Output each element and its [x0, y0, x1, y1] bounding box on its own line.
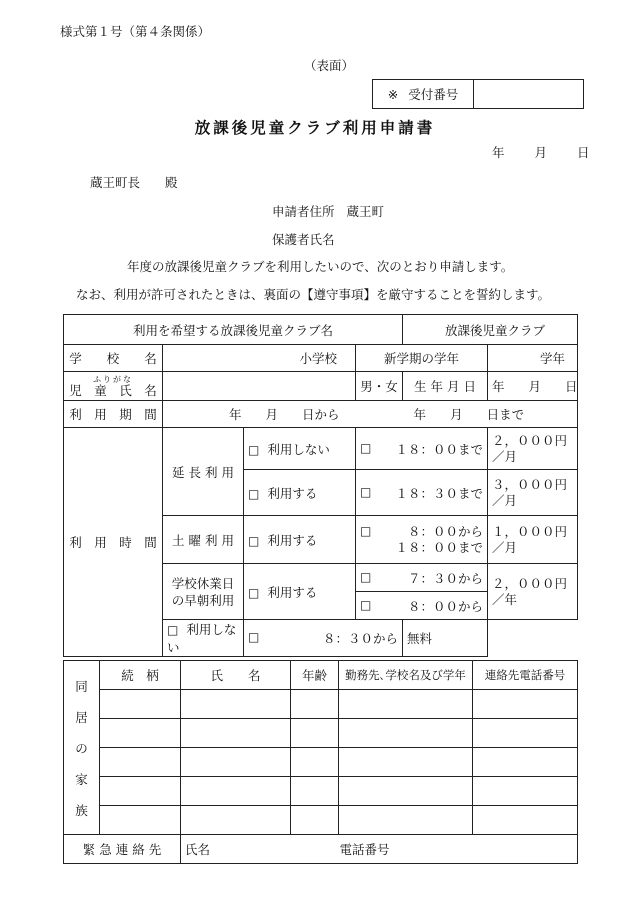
emergency-phone-label: 電話番号 [339, 842, 390, 857]
early-no-option[interactable] [163, 620, 244, 657]
emergency-contact-table [63, 834, 578, 864]
application-table [63, 314, 578, 657]
family-workplace-field[interactable] [339, 748, 473, 777]
family-workplace-field[interactable] [339, 719, 473, 748]
birthdate-label: 生 年 月 日 [403, 372, 488, 401]
family-name-field[interactable] [181, 806, 291, 835]
date-month-label: 月 [534, 145, 548, 160]
family-age-field[interactable] [291, 748, 339, 777]
period-from-year: 年 [229, 407, 242, 422]
checkbox-icon[interactable]: □ [248, 442, 260, 457]
family-label-char: 同 [75, 678, 88, 694]
family-name-field[interactable] [181, 748, 291, 777]
family-phone-field[interactable] [473, 777, 578, 806]
birth-day-label: 日 [565, 379, 578, 394]
table-row [64, 806, 578, 835]
period-from-month: 月 [265, 407, 279, 422]
family-relation-field[interactable] [100, 690, 181, 719]
emergency-phone-field[interactable] [339, 835, 578, 864]
side-label: （表面） [304, 58, 355, 73]
date-year-label: 年 [492, 145, 505, 160]
family-age-field[interactable] [291, 777, 339, 806]
family-header-workplace: 勤務先､学校名及び学年 [339, 661, 473, 690]
option-label: 利用しない [267, 441, 330, 457]
family-header-age: 年齢 [291, 661, 339, 690]
usage-time-label: 利 用 時 間 [64, 428, 163, 657]
emergency-name-label: 氏名 [185, 842, 211, 857]
period-to-month: 月 [450, 407, 463, 422]
checkbox-icon[interactable]: □ [360, 597, 372, 612]
checkbox-icon[interactable]: □ [248, 585, 260, 600]
checkbox-icon[interactable]: □ [360, 440, 372, 455]
extended-fee-1800 [488, 428, 578, 470]
guardian-name[interactable]: 保護者氏名 [272, 232, 335, 247]
family-label [64, 661, 100, 835]
early-time-0830[interactable] [244, 620, 403, 657]
saturday-yes-option[interactable] [244, 516, 356, 564]
child-name-label [64, 372, 163, 401]
fee-amount: １，０００円 [492, 523, 568, 539]
grade-suffix: 学年 [540, 351, 566, 366]
table-row [64, 748, 578, 777]
grade-field[interactable] [488, 345, 578, 372]
emergency-contact-label: 緊 急 連 絡 先 [64, 835, 181, 864]
extended-yes-option[interactable] [244, 470, 356, 516]
table-row [64, 690, 578, 719]
saturday-time-to: １８：００まで [395, 539, 484, 555]
early-time-0800[interactable] [356, 592, 488, 620]
option-label: 利用する [267, 485, 318, 501]
family-header-phone: 連絡先電話番号 [473, 661, 578, 690]
intro-line-2: なお、利用が許可されたときは、裏面の【遵守事項】を厳守することを誓約します。 [76, 287, 551, 302]
family-workplace-field[interactable] [339, 690, 473, 719]
school-name-label: 学 校 名 [64, 345, 163, 372]
early-no-fee: 無料 [403, 620, 488, 657]
birthdate-field[interactable] [488, 372, 578, 401]
form-code: 様式第１号（第４条関係） [60, 24, 211, 39]
saturday-fee [488, 516, 578, 564]
checkbox-icon[interactable]: □ [248, 486, 260, 501]
early-use-label [163, 564, 244, 620]
birth-year-label: 年 [492, 379, 505, 394]
family-label-char: 家 [75, 771, 88, 787]
club-name-field[interactable] [403, 315, 578, 345]
receipt-number-box [372, 79, 584, 109]
checkbox-icon[interactable]: □ [248, 630, 260, 644]
intro-line-1: 年度の放課後児童クラブを利用したいので、次のとおり申請します。 [127, 259, 514, 274]
family-label-char: の [75, 740, 88, 756]
club-name-label: 利用を希望する放課後児童クラブ名 [64, 315, 403, 345]
fee-unit: ／月 [492, 448, 518, 464]
receipt-number-label: 受付番号 [408, 87, 459, 102]
grade-label: 新学期の学年 [356, 345, 488, 372]
early-use-label-line1: 学校休業日 [171, 575, 235, 591]
saturday-use-label: 土 曜 利 用 [163, 516, 244, 564]
receipt-number-field[interactable] [474, 80, 583, 108]
family-age-field[interactable] [291, 719, 339, 748]
family-label-char: 居 [75, 709, 88, 725]
furigana-label: ふりがな [93, 374, 133, 384]
family-name-field[interactable] [181, 777, 291, 806]
time-label: １８：３０まで [395, 485, 484, 501]
club-name-suffix: 放課後児童クラブ [445, 322, 546, 338]
family-table [63, 660, 578, 835]
application-date[interactable] [492, 143, 590, 161]
fee-amount: ３，０００円 [492, 476, 568, 492]
sex-selector[interactable]: 男・女 [356, 372, 403, 401]
date-day-label: 日 [577, 145, 590, 160]
checkbox-icon[interactable]: □ [167, 623, 179, 637]
family-phone-field[interactable] [473, 690, 578, 719]
family-workplace-field[interactable] [339, 777, 473, 806]
receipt-mark: ※ [387, 86, 399, 102]
early-yes-option[interactable] [244, 564, 356, 620]
fee-unit: ／月 [492, 492, 518, 508]
option-label: 利用する [267, 532, 318, 548]
saturday-time[interactable] [356, 516, 488, 564]
checkbox-icon[interactable]: □ [360, 569, 372, 584]
period-label: 利 用 期 間 [64, 401, 163, 428]
fee-unit: ／年 [492, 591, 518, 607]
checkbox-icon[interactable]: □ [360, 484, 372, 499]
table-row [64, 777, 578, 806]
period-to-year: 年 [413, 407, 427, 422]
early-fee [488, 564, 578, 620]
extended-fee-1830 [488, 470, 578, 516]
fee-amount: ２，０００円 [492, 575, 568, 591]
extended-no-option[interactable] [244, 428, 356, 470]
period-from-suffix: 日から [302, 407, 340, 422]
family-relation-field[interactable] [100, 719, 181, 748]
family-name-field[interactable] [181, 719, 291, 748]
family-name-field[interactable] [181, 690, 291, 719]
addressee: 蔵王町長 殿 [90, 175, 178, 190]
child-name-field[interactable] [163, 372, 356, 401]
extended-use-label: 延 長 利 用 [163, 428, 244, 516]
time-label: ８：００から [408, 598, 484, 614]
child-name-label-text: 児 童 氏 名 [69, 382, 157, 398]
family-label-char: 族 [75, 802, 88, 818]
family-relation-field[interactable] [100, 748, 181, 777]
school-name-field[interactable] [163, 345, 356, 372]
school-suffix: 小学校 [299, 351, 337, 366]
extended-time-1800[interactable] [356, 428, 488, 470]
early-use-label-line2: の早朝利用 [171, 592, 235, 608]
family-phone-field[interactable] [473, 719, 578, 748]
period-to-suffix: 日まで [486, 407, 525, 422]
family-relation-field[interactable] [100, 806, 181, 835]
family-workplace-field[interactable] [339, 806, 473, 835]
time-label: １８：００まで [395, 441, 484, 457]
family-phone-field[interactable] [473, 748, 578, 777]
family-header-relation: 続 柄 [100, 661, 181, 690]
birth-month-label: 月 [528, 379, 542, 394]
receipt-number-label-cell [373, 80, 474, 108]
family-age-field[interactable] [291, 690, 339, 719]
emergency-name-field[interactable] [181, 835, 339, 864]
extended-time-1830[interactable] [356, 470, 488, 516]
saturday-time-from: ８：００から [408, 523, 484, 539]
option-label: 利用する [267, 584, 318, 600]
table-row [64, 719, 578, 748]
page-title: 放課後児童クラブ利用申請書 [194, 118, 436, 137]
option-label: 利用しない [167, 622, 237, 655]
family-relation-field[interactable] [100, 777, 181, 806]
checkbox-icon[interactable]: □ [248, 533, 260, 548]
family-phone-field[interactable] [473, 806, 578, 835]
early-time-0730[interactable] [356, 564, 488, 592]
family-header-name: 氏 名 [181, 661, 291, 690]
applicant-address-value: 蔵王町 [346, 204, 385, 219]
family-age-field[interactable] [291, 806, 339, 835]
time-label: ７：３０から [408, 570, 484, 586]
fee-amount: ２，０００円 [492, 432, 568, 448]
time-label: ８：３０から [323, 631, 399, 646]
applicant-address[interactable] [272, 202, 384, 220]
fee-unit: ／月 [492, 539, 518, 555]
period-field[interactable] [163, 401, 578, 428]
applicant-address-label: 申請者住所 [272, 204, 335, 219]
checkbox-icon[interactable]: □ [360, 523, 372, 538]
